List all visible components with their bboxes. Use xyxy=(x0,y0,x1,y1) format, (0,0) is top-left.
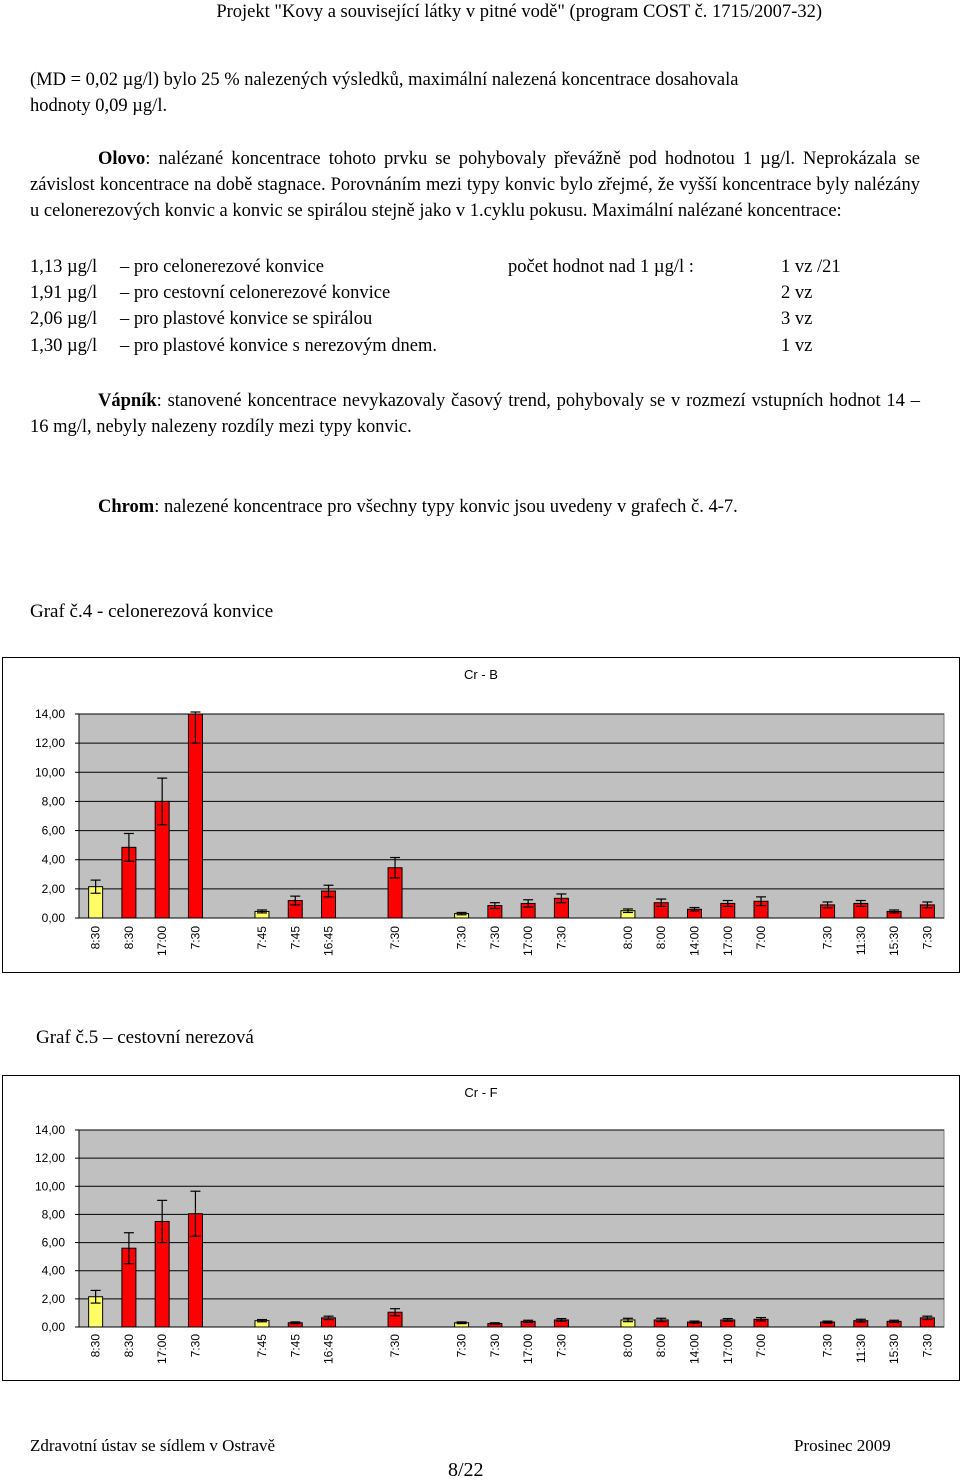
graf5-title: Graf č.5 – cestovní nerezová xyxy=(36,1027,254,1048)
olovo-row xyxy=(30,306,930,332)
chart-title: Cr - B xyxy=(464,667,498,682)
x-tick-label: 17:00 xyxy=(720,1334,735,1365)
x-tick-label: 7:30 xyxy=(554,1334,569,1358)
footer-institution: Zdravotní ústav se sídlem v Ostravě xyxy=(30,1436,276,1455)
x-tick-label: 7:30 xyxy=(920,926,935,950)
graf4-title: Graf č.4 - celonerezová konvice xyxy=(30,601,274,622)
x-tick-label: 7:45 xyxy=(288,1334,303,1358)
x-tick-label: 15:30 xyxy=(887,926,902,957)
intro-paragraph xyxy=(30,67,920,119)
y-tick-label: 0,00 xyxy=(41,911,65,925)
x-tick-label: 14:00 xyxy=(687,926,702,957)
chrom-paragraph xyxy=(30,494,920,520)
x-tick-label: 7:30 xyxy=(820,926,835,950)
x-tick-label: 7:30 xyxy=(188,1334,203,1358)
olovo-paragraph xyxy=(30,146,920,224)
x-tick-label: 7:00 xyxy=(754,1334,769,1358)
x-tick-label: 8:00 xyxy=(654,926,669,950)
intro-line-2: hodnoty 0,09 µg/l. xyxy=(30,96,168,116)
intro-line-1: (MD = 0,02 µg/l) bylo 25 % nalezených výsledků, maximální nalezená koncentrace dosahovala xyxy=(30,70,739,90)
x-tick-label: 7:30 xyxy=(388,1334,403,1358)
x-tick-label: 8:30 xyxy=(88,1334,103,1358)
row-value: 1,13 µg/l xyxy=(30,257,98,277)
x-tick-label: 8:30 xyxy=(88,926,103,950)
vapnik-label: Vápník xyxy=(98,391,157,411)
chart-cr-f-svg xyxy=(3,1076,959,1380)
x-tick-label: 7:30 xyxy=(454,926,469,950)
x-tick-label: 7:45 xyxy=(254,926,269,950)
x-tick-label: 8:00 xyxy=(620,926,635,950)
x-tick-label: 7:30 xyxy=(820,1334,835,1358)
chart-title: Cr - F xyxy=(464,1085,498,1100)
chart-cr-b-svg xyxy=(3,658,959,972)
row-count: 2 vz xyxy=(781,283,813,303)
chrom-text: : nalezené koncentrace pro všechny typy konvic jsou uvedeny v grafech č. 4-7. xyxy=(154,497,738,517)
y-tick-label: 8,00 xyxy=(41,794,65,809)
x-tick-label: 17:00 xyxy=(720,926,735,957)
x-tick-label: 17:00 xyxy=(155,1334,170,1365)
row-desc: – pro plastové konvice se spirálou xyxy=(120,309,373,329)
x-tick-label: 7:30 xyxy=(388,926,403,950)
footer-date: Prosinec 2009 xyxy=(794,1436,891,1455)
y-tick-label: 2,00 xyxy=(41,881,65,896)
olovo-row xyxy=(30,333,930,359)
y-tick-label: 4,00 xyxy=(41,1263,65,1278)
plot-area xyxy=(79,714,944,918)
row-desc: – pro celonerezové konvice xyxy=(120,257,324,277)
row-mid: počet hodnot nad 1 µg/l : xyxy=(508,257,694,277)
vapnik-text: : stanovené koncentrace nevykazovaly časový trend, pohybovaly se v rozmezí vstupních hodnot 14 – 16 mg/l, nebyly nalezeny rozdíly mezi typy konvic. xyxy=(30,391,920,437)
y-tick-label: 10,00 xyxy=(34,1179,65,1194)
x-tick-label: 17:00 xyxy=(155,926,170,957)
row-count: 1 vz xyxy=(781,336,813,356)
y-tick-label: 2,00 xyxy=(41,1291,65,1306)
y-tick-label: 12,00 xyxy=(34,736,65,751)
x-tick-label: 7:45 xyxy=(288,926,303,950)
row-desc: – pro plastové konvice s nerezovým dnem. xyxy=(120,336,437,356)
y-tick-label: 8,00 xyxy=(41,1207,65,1222)
chart-cr-b xyxy=(2,657,960,973)
x-tick-label: 7:30 xyxy=(188,926,203,950)
x-tick-label: 17:00 xyxy=(521,926,536,957)
row-desc: – pro cestovní celonerezové konvice xyxy=(120,283,391,303)
x-tick-label: 7:30 xyxy=(554,926,569,950)
x-tick-label: 7:30 xyxy=(487,1334,502,1358)
x-tick-label: 8:00 xyxy=(654,1334,669,1358)
x-tick-label: 7:30 xyxy=(487,926,502,950)
x-tick-label: 11:30 xyxy=(853,1334,868,1364)
x-tick-label: 8:30 xyxy=(121,926,136,950)
olovo-label: Olovo xyxy=(98,149,146,169)
olovo-text: : nalézané koncentrace tohoto prvku se pohybovaly převážně pod hodnotou 1 µg/l. Neprokázala se závislost koncentrace na době stagnace. Porovnáním mezi typy konvic bylo zřejmé, že vyšší koncentrace byly nalézány u celonerezových konvic a konvic se spirálou stejně jako v 1.cyklu pokusu. Maximální nalézané koncentrace: xyxy=(30,149,920,221)
row-count: 1 vz /21 xyxy=(781,257,841,277)
x-tick-label: 7:00 xyxy=(754,926,769,950)
y-tick-label: 14,00 xyxy=(34,707,65,721)
x-tick-label: 8:30 xyxy=(121,1334,136,1358)
row-value: 2,06 µg/l xyxy=(30,309,98,329)
row-value: 1,30 µg/l xyxy=(30,336,98,356)
x-tick-label: 14:00 xyxy=(687,1334,702,1365)
x-tick-label: 8:00 xyxy=(620,1334,635,1358)
plot-area xyxy=(79,1130,944,1327)
x-tick-label: 16:45 xyxy=(321,1334,336,1365)
bar xyxy=(188,714,202,918)
y-tick-label: 10,00 xyxy=(34,765,65,780)
row-count: 3 vz xyxy=(781,309,813,329)
olovo-row xyxy=(30,254,930,280)
x-tick-label: 7:30 xyxy=(454,1334,469,1358)
x-tick-label: 7:30 xyxy=(920,1334,935,1358)
page-number: 8/22 xyxy=(448,1459,484,1481)
vapnik-paragraph xyxy=(30,388,920,440)
chrom-label: Chrom xyxy=(98,497,155,517)
y-tick-label: 4,00 xyxy=(41,852,65,867)
x-tick-label: 17:00 xyxy=(521,1334,536,1365)
x-tick-label: 15:30 xyxy=(887,1334,902,1365)
olovo-row xyxy=(30,280,930,306)
y-tick-label: 12,00 xyxy=(34,1151,65,1166)
x-tick-label: 11:30 xyxy=(853,926,868,956)
y-tick-label: 6,00 xyxy=(41,823,65,838)
page-header: Projekt "Kovy a související látky v pitné vodě" (program COST č. 1715/2007-32) xyxy=(216,2,822,22)
x-tick-label: 7:45 xyxy=(254,1334,269,1358)
y-tick-label: 14,00 xyxy=(34,1123,65,1137)
y-tick-label: 0,00 xyxy=(41,1320,65,1334)
y-tick-label: 6,00 xyxy=(41,1235,65,1250)
x-tick-label: 16:45 xyxy=(321,926,336,957)
chart-cr-f xyxy=(2,1075,960,1381)
row-value: 1,91 µg/l xyxy=(30,283,98,303)
